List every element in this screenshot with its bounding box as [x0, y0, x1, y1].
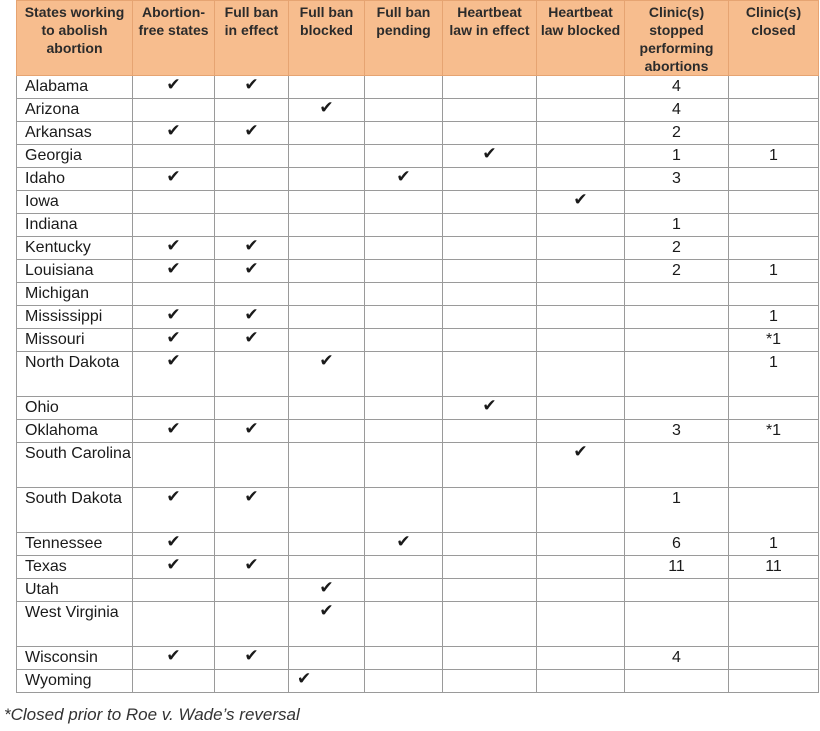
table-row: [17, 329, 819, 352]
clinics-stopped-cell: 2: [625, 237, 729, 260]
heartbeat-blocked-check-cell: [537, 145, 625, 168]
full-ban-effect-check-cell: [215, 533, 289, 556]
full-ban-effect-check-cell: [215, 352, 289, 397]
full-ban-blocked-check-cell: [289, 443, 365, 488]
heartbeat-blocked-check-cell: [537, 579, 625, 602]
full-ban-blocked-check-cell: ✔: [289, 579, 365, 602]
heartbeat-effect-check-cell: ✔: [443, 145, 537, 168]
full-ban-pending-check-cell: [365, 488, 443, 533]
heartbeat-blocked-check-cell: [537, 237, 625, 260]
clinics-stopped-cell: 2: [625, 260, 729, 283]
clinics-closed-cell: [729, 488, 819, 533]
full-ban-effect-check-cell: [215, 670, 289, 693]
clinics-stopped-cell: 1: [625, 145, 729, 168]
abortion-free-check-cell: [133, 397, 215, 420]
heartbeat-blocked-check-cell: [537, 122, 625, 145]
full-ban-blocked-check-cell: [289, 306, 365, 329]
full-ban-effect-check-cell: ✔: [215, 76, 289, 99]
clinics-stopped-cell: 4: [625, 76, 729, 99]
state-name-cell: Michigan: [17, 283, 133, 306]
clinics-closed-cell: 1: [729, 352, 819, 397]
heartbeat-blocked-check-cell: [537, 306, 625, 329]
full-ban-pending-check-cell: [365, 352, 443, 397]
table-header-row: [17, 1, 819, 76]
abortion-free-check-cell: ✔: [133, 533, 215, 556]
heartbeat-effect-check-cell: [443, 260, 537, 283]
heartbeat-effect-check-cell: [443, 670, 537, 693]
full-ban-pending-check-cell: [365, 602, 443, 647]
clinics-stopped-cell: [625, 670, 729, 693]
heartbeat-effect-check-cell: [443, 99, 537, 122]
heartbeat-blocked-check-cell: [537, 214, 625, 237]
full-ban-pending-check-cell: [365, 237, 443, 260]
heartbeat-blocked-check-cell: ✔: [537, 191, 625, 214]
footnote: *Closed prior to Roe v. Wade’s reversal: [4, 705, 300, 724]
abortion-free-check-cell: ✔: [133, 237, 215, 260]
abortion-free-check-cell: [133, 145, 215, 168]
heartbeat-effect-check-cell: ✔: [443, 397, 537, 420]
clinics-closed-cell: [729, 99, 819, 122]
clinics-closed-cell: [729, 168, 819, 191]
full-ban-pending-check-cell: [365, 329, 443, 352]
full-ban-blocked-check-cell: [289, 283, 365, 306]
clinics-stopped-cell: [625, 602, 729, 647]
clinics-closed-cell: [729, 443, 819, 488]
table-row: [17, 670, 819, 693]
full-ban-blocked-check-cell: [289, 168, 365, 191]
abortion-free-check-cell: ✔: [133, 76, 215, 99]
abortion-status-table-container: [16, 0, 818, 693]
state-name-cell: Utah: [17, 579, 133, 602]
table-row: [17, 579, 819, 602]
full-ban-blocked-check-cell: [289, 647, 365, 670]
clinics-closed-cell: 1: [729, 260, 819, 283]
full-ban-pending-check-cell: [365, 647, 443, 670]
table-row: [17, 397, 819, 420]
heartbeat-blocked-check-cell: [537, 168, 625, 191]
state-name-cell: Louisiana: [17, 260, 133, 283]
clinics-stopped-cell: [625, 352, 729, 397]
full-ban-pending-check-cell: [365, 579, 443, 602]
full-ban-pending-check-cell: ✔: [365, 168, 443, 191]
full-ban-effect-check-cell: ✔: [215, 488, 289, 533]
heartbeat-blocked-check-cell: [537, 99, 625, 122]
table-row: [17, 237, 819, 260]
clinics-closed-cell: *1: [729, 420, 819, 443]
table-row: [17, 306, 819, 329]
table-row: [17, 420, 819, 443]
abortion-free-check-cell: [133, 283, 215, 306]
heartbeat-effect-check-cell: [443, 602, 537, 647]
heartbeat-effect-check-cell: [443, 329, 537, 352]
state-name-cell: North Dakota: [17, 352, 133, 397]
full-ban-pending-check-cell: [365, 283, 443, 306]
full-ban-effect-check-cell: [215, 579, 289, 602]
table-row: [17, 214, 819, 237]
state-name-cell: Mississippi: [17, 306, 133, 329]
full-ban-effect-check-cell: [215, 191, 289, 214]
clinics-stopped-cell: 4: [625, 99, 729, 122]
state-name-cell: Iowa: [17, 191, 133, 214]
table-row: [17, 283, 819, 306]
clinics-stopped-cell: 2: [625, 122, 729, 145]
clinics-closed-cell: 1: [729, 145, 819, 168]
full-ban-effect-check-cell: [215, 443, 289, 488]
table-row: [17, 556, 819, 579]
abortion-status-table: [16, 0, 819, 693]
full-ban-blocked-check-cell: ✔: [289, 670, 365, 693]
state-name-cell: South Dakota: [17, 488, 133, 533]
clinics-closed-cell: [729, 579, 819, 602]
table-row: [17, 533, 819, 556]
heartbeat-effect-check-cell: [443, 443, 537, 488]
clinics-closed-cell: [729, 214, 819, 237]
header-heartbeat-blocked: Heartbeat law blocked: [537, 1, 625, 76]
full-ban-blocked-check-cell: [289, 237, 365, 260]
heartbeat-blocked-check-cell: [537, 260, 625, 283]
state-name-cell: Missouri: [17, 329, 133, 352]
abortion-free-check-cell: ✔: [133, 329, 215, 352]
abortion-free-check-cell: [133, 99, 215, 122]
heartbeat-effect-check-cell: [443, 306, 537, 329]
full-ban-blocked-check-cell: [289, 533, 365, 556]
full-ban-effect-check-cell: ✔: [215, 420, 289, 443]
state-name-cell: South Carolina: [17, 443, 133, 488]
abortion-free-check-cell: [133, 191, 215, 214]
heartbeat-effect-check-cell: [443, 191, 537, 214]
clinics-closed-cell: 1: [729, 533, 819, 556]
header-full-ban-blocked: Full ban blocked: [289, 1, 365, 76]
full-ban-pending-check-cell: [365, 306, 443, 329]
clinics-closed-cell: [729, 670, 819, 693]
clinics-stopped-cell: [625, 329, 729, 352]
clinics-closed-cell: 11: [729, 556, 819, 579]
full-ban-pending-check-cell: [365, 99, 443, 122]
clinics-stopped-cell: [625, 443, 729, 488]
heartbeat-effect-check-cell: [443, 556, 537, 579]
heartbeat-effect-check-cell: [443, 283, 537, 306]
full-ban-effect-check-cell: ✔: [215, 306, 289, 329]
abortion-free-check-cell: [133, 214, 215, 237]
clinics-stopped-cell: 1: [625, 214, 729, 237]
state-name-cell: Alabama: [17, 76, 133, 99]
abortion-free-check-cell: ✔: [133, 122, 215, 145]
full-ban-effect-check-cell: ✔: [215, 329, 289, 352]
table-row: [17, 191, 819, 214]
table-row: [17, 168, 819, 191]
state-name-cell: Kentucky: [17, 237, 133, 260]
table-row: [17, 443, 819, 488]
state-name-cell: Idaho: [17, 168, 133, 191]
clinics-closed-cell: [729, 237, 819, 260]
full-ban-effect-check-cell: [215, 168, 289, 191]
full-ban-blocked-check-cell: [289, 420, 365, 443]
full-ban-effect-check-cell: [215, 602, 289, 647]
clinics-closed-cell: [729, 122, 819, 145]
full-ban-pending-check-cell: ✔: [365, 533, 443, 556]
header-clinics-stopped: Clinic(s) stopped performing abortions: [625, 1, 729, 76]
abortion-free-check-cell: [133, 579, 215, 602]
abortion-free-check-cell: ✔: [133, 420, 215, 443]
clinics-stopped-cell: [625, 306, 729, 329]
heartbeat-effect-check-cell: [443, 76, 537, 99]
table-row: [17, 122, 819, 145]
header-states: States working to abolish abortion: [17, 1, 133, 76]
heartbeat-effect-check-cell: [443, 352, 537, 397]
heartbeat-blocked-check-cell: [537, 329, 625, 352]
full-ban-blocked-check-cell: ✔: [289, 602, 365, 647]
heartbeat-effect-check-cell: [443, 579, 537, 602]
clinics-stopped-cell: 4: [625, 647, 729, 670]
heartbeat-blocked-check-cell: [537, 647, 625, 670]
heartbeat-blocked-check-cell: [537, 533, 625, 556]
clinics-closed-cell: *1: [729, 329, 819, 352]
clinics-stopped-cell: 6: [625, 533, 729, 556]
heartbeat-blocked-check-cell: [537, 488, 625, 533]
table-row: [17, 76, 819, 99]
state-name-cell: West Virginia: [17, 602, 133, 647]
table-row: [17, 352, 819, 397]
full-ban-effect-check-cell: ✔: [215, 260, 289, 283]
full-ban-pending-check-cell: [365, 260, 443, 283]
heartbeat-effect-check-cell: [443, 122, 537, 145]
full-ban-blocked-check-cell: [289, 329, 365, 352]
heartbeat-blocked-check-cell: [537, 397, 625, 420]
state-name-cell: Ohio: [17, 397, 133, 420]
full-ban-effect-check-cell: ✔: [215, 122, 289, 145]
heartbeat-blocked-check-cell: [537, 556, 625, 579]
full-ban-pending-check-cell: [365, 670, 443, 693]
heartbeat-blocked-check-cell: [537, 602, 625, 647]
full-ban-effect-check-cell: [215, 283, 289, 306]
state-name-cell: Arizona: [17, 99, 133, 122]
full-ban-blocked-check-cell: ✔: [289, 99, 365, 122]
full-ban-blocked-check-cell: [289, 260, 365, 283]
clinics-closed-cell: 1: [729, 306, 819, 329]
clinics-closed-cell: [729, 602, 819, 647]
state-name-cell: Wyoming: [17, 670, 133, 693]
full-ban-blocked-check-cell: [289, 122, 365, 145]
abortion-free-check-cell: [133, 670, 215, 693]
table-row: [17, 647, 819, 670]
abortion-free-check-cell: ✔: [133, 306, 215, 329]
state-name-cell: Oklahoma: [17, 420, 133, 443]
full-ban-effect-check-cell: ✔: [215, 556, 289, 579]
heartbeat-blocked-check-cell: [537, 420, 625, 443]
abortion-free-check-cell: ✔: [133, 168, 215, 191]
full-ban-blocked-check-cell: ✔: [289, 352, 365, 397]
full-ban-pending-check-cell: [365, 76, 443, 99]
heartbeat-effect-check-cell: [443, 420, 537, 443]
full-ban-pending-check-cell: [365, 556, 443, 579]
heartbeat-effect-check-cell: [443, 647, 537, 670]
abortion-free-check-cell: [133, 602, 215, 647]
heartbeat-blocked-check-cell: [537, 352, 625, 397]
full-ban-pending-check-cell: [365, 145, 443, 168]
abortion-free-check-cell: [133, 443, 215, 488]
full-ban-blocked-check-cell: [289, 76, 365, 99]
full-ban-blocked-check-cell: [289, 397, 365, 420]
clinics-stopped-cell: [625, 191, 729, 214]
heartbeat-blocked-check-cell: ✔: [537, 443, 625, 488]
table-row: [17, 488, 819, 533]
full-ban-effect-check-cell: [215, 214, 289, 237]
state-name-cell: Georgia: [17, 145, 133, 168]
state-name-cell: Arkansas: [17, 122, 133, 145]
clinics-stopped-cell: [625, 579, 729, 602]
full-ban-pending-check-cell: [365, 420, 443, 443]
table-row: [17, 99, 819, 122]
clinics-stopped-cell: 3: [625, 168, 729, 191]
heartbeat-blocked-check-cell: [537, 76, 625, 99]
clinics-closed-cell: [729, 191, 819, 214]
state-name-cell: Tennessee: [17, 533, 133, 556]
clinics-stopped-cell: 1: [625, 488, 729, 533]
header-clinics-closed: Clinic(s) closed: [729, 1, 819, 76]
table-row: [17, 260, 819, 283]
full-ban-effect-check-cell: [215, 99, 289, 122]
full-ban-blocked-check-cell: [289, 214, 365, 237]
header-full-ban-pending: Full ban pending: [365, 1, 443, 76]
full-ban-pending-check-cell: [365, 191, 443, 214]
full-ban-blocked-check-cell: [289, 556, 365, 579]
clinics-stopped-cell: 3: [625, 420, 729, 443]
full-ban-effect-check-cell: ✔: [215, 237, 289, 260]
table-row: [17, 602, 819, 647]
full-ban-effect-check-cell: [215, 397, 289, 420]
header-heartbeat-effect: Heartbeat law in effect: [443, 1, 537, 76]
full-ban-pending-check-cell: [365, 397, 443, 420]
abortion-free-check-cell: ✔: [133, 556, 215, 579]
clinics-closed-cell: [729, 283, 819, 306]
clinics-closed-cell: [729, 76, 819, 99]
full-ban-pending-check-cell: [365, 214, 443, 237]
full-ban-blocked-check-cell: [289, 145, 365, 168]
heartbeat-effect-check-cell: [443, 168, 537, 191]
clinics-closed-cell: [729, 397, 819, 420]
state-name-cell: Indiana: [17, 214, 133, 237]
clinics-stopped-cell: 11: [625, 556, 729, 579]
heartbeat-effect-check-cell: [443, 488, 537, 533]
heartbeat-effect-check-cell: [443, 533, 537, 556]
full-ban-pending-check-cell: [365, 443, 443, 488]
full-ban-pending-check-cell: [365, 122, 443, 145]
header-full-ban-effect: Full ban in effect: [215, 1, 289, 76]
clinics-closed-cell: [729, 647, 819, 670]
state-name-cell: Texas: [17, 556, 133, 579]
abortion-free-check-cell: ✔: [133, 647, 215, 670]
heartbeat-effect-check-cell: [443, 237, 537, 260]
full-ban-blocked-check-cell: [289, 191, 365, 214]
header-abortion-free: Abortion-free states: [133, 1, 215, 76]
heartbeat-blocked-check-cell: [537, 283, 625, 306]
clinics-stopped-cell: [625, 283, 729, 306]
clinics-stopped-cell: [625, 397, 729, 420]
full-ban-blocked-check-cell: [289, 488, 365, 533]
heartbeat-effect-check-cell: [443, 214, 537, 237]
state-name-cell: Wisconsin: [17, 647, 133, 670]
abortion-free-check-cell: ✔: [133, 488, 215, 533]
heartbeat-blocked-check-cell: [537, 670, 625, 693]
abortion-free-check-cell: ✔: [133, 352, 215, 397]
full-ban-effect-check-cell: ✔: [215, 647, 289, 670]
abortion-free-check-cell: ✔: [133, 260, 215, 283]
table-row: [17, 145, 819, 168]
full-ban-effect-check-cell: [215, 145, 289, 168]
